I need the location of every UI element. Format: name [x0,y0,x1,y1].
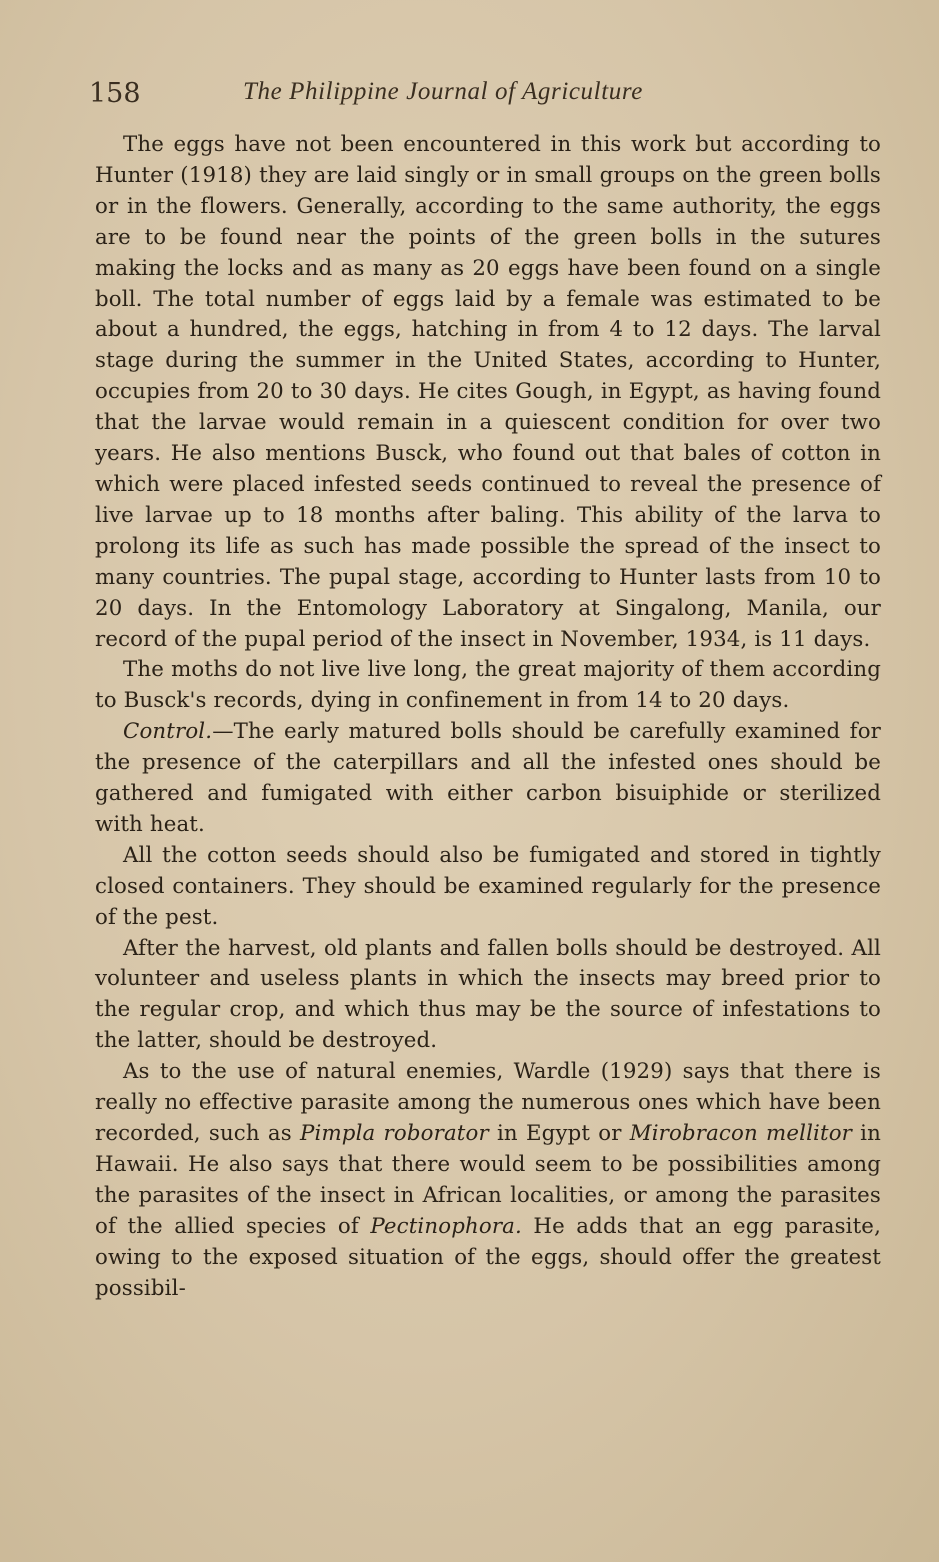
paragraph-control [95,717,881,841]
paragraph-harvest-sanitation: After the harvest, old plants and fallen bolls should be destroyed. All volunteer and useless plants in which the insects may breed prior to the regular crop, and which thus may be the source of infestations to the latter, should be destroyed. [95,935,881,1054]
natural-enemies-text-1: As to the use of natural enemies, Wardle (1929) says that there is really no effective parasite among the numerous ones which have been recorded, such as [95,1059,881,1146]
species-pimpla-roborator: Pimpla roborator [300,1121,489,1146]
body-text [95,130,881,1304]
paragraph-eggs-larva-pupa: The eggs have not been encountered in this work but according to Hunter (1918) they are laid singly or in small groups on the green bolls or in the flowers. Generally, according to the same authority, the eggs are to be found near the points of the green bolls in the sutures making the locks and as many as 20 eggs have been found on a single boll. The total number of eggs laid by a female was estimated to be about a hundred, the eggs, hatching in from 4 to 12 days. The larval stage during the summer in the United States, according to Hunter, occupies from 20 to 30 days. He cites Gough, in Egypt, as having found that the larvae would remain in a quiescent condition for over two years. He also mentions Busck, who found out that bales of cotton in which were placed infested seeds continued to reveal the presence of live larvae up to 18 months after baling. This ability of the larva to prolong its life as such has made possible the spread of the insect to many countries. The pupal stage, according to Hunter lasts from 10 to 20 days. In the Entomology Laboratory at Singalong, Manila, our record of the pupal period of the insect in November, 1934, is 11 days. [95,132,881,652]
natural-enemies-text-2: in Egypt or [488,1121,630,1146]
paragraph-moths: The moths do not live live long, the great majority of them according to Busck's records, dying in confinement in from 14 to 20 days. [95,657,881,714]
natural-enemies-text-3: in Hawaii. He also says that there would seem to be possibilities among the parasites of the insect in African localities, or among the parasites of the allied species of [95,1121,882,1239]
journal-page [89,78,882,1304]
genus-pectinophora: Pectinophora. [370,1213,522,1239]
paragraph-natural-enemies [95,1057,881,1304]
page-number: 158 [89,78,141,109]
running-title: The Philippine Journal of Agriculture [243,78,643,105]
page-header [89,78,881,114]
species-mirobracon-mellitor: Mirobracon mellitor [629,1121,853,1146]
control-heading: Control. [123,719,213,745]
paragraph-seed-fumigation: All the cotton seeds should also be fumigated and stored in tightly closed containers. They should be examined regularly for the presence of the pest. [95,842,881,930]
control-text: —The early matured bolls should be carefully examined for the presence of the caterpillars and all the infested ones should be gathered and fumigated with either carbon bisuiphide or sterilized with heat. [95,719,881,837]
natural-enemies-text-4: He adds that an egg parasite, owing to the exposed situation of the eggs, should offer the greatest possibil- [95,1213,881,1301]
